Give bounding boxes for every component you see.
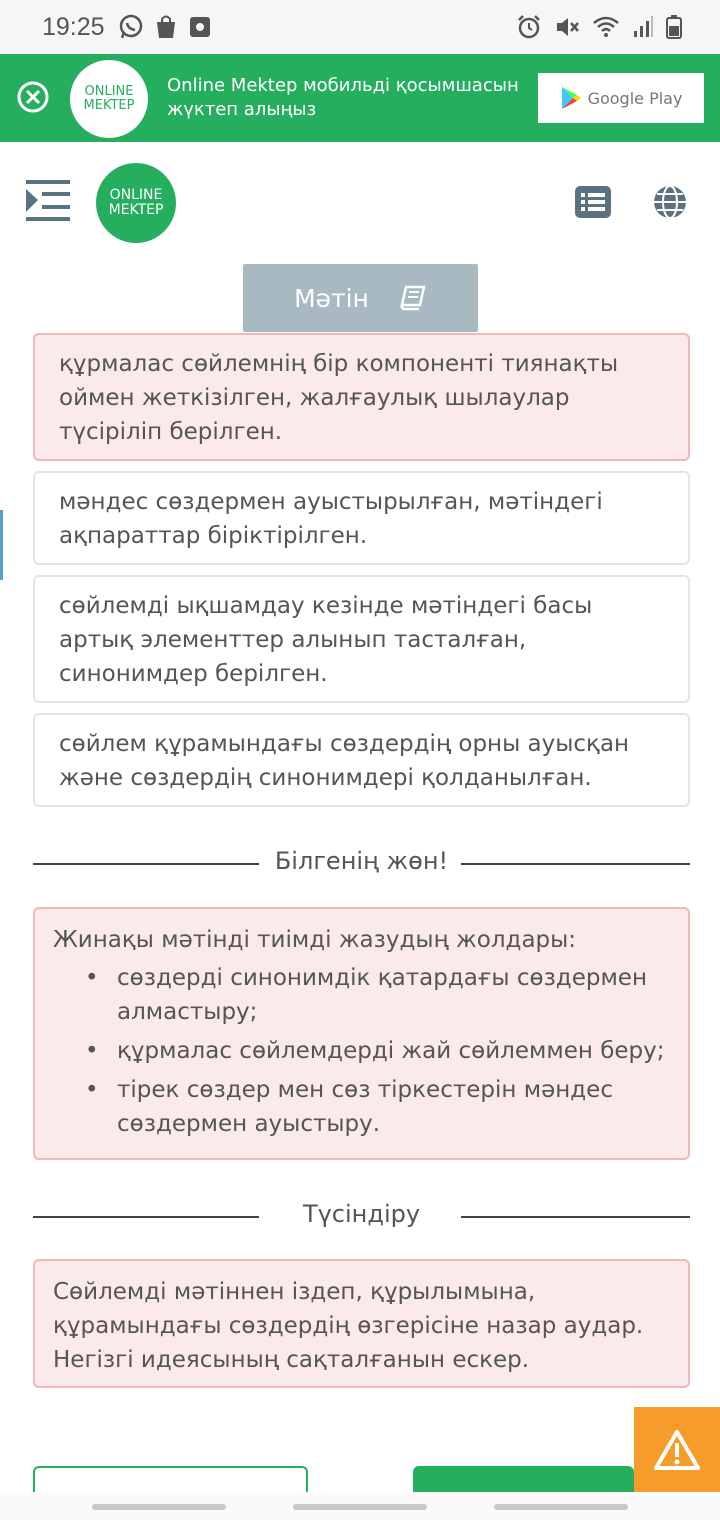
section-divider-know [33, 843, 690, 883]
alarm-icon [516, 14, 542, 40]
nav-recent[interactable] [92, 1504, 226, 1510]
tips-box [33, 907, 690, 1160]
signal-icon [632, 14, 654, 40]
section-divider-explain [33, 1196, 690, 1236]
square-app-icon [188, 14, 212, 40]
google-play-label: Google Play [587, 88, 683, 108]
section-heading-explain: Түсіндіру [302, 1200, 421, 1228]
section-heading-know: Білгенің жөн! [274, 847, 449, 875]
list-item: • сөздерді синонимдік қатардағы сөздермен алмастыру; [85, 965, 647, 1025]
nav-back[interactable] [494, 1504, 628, 1510]
tips-list [35, 961, 688, 1158]
battery-icon [666, 14, 682, 40]
whatsapp-icon [118, 14, 144, 40]
status-time: 19:25 [42, 13, 105, 41]
wifi-icon [592, 14, 620, 40]
list-item: • тірек сөздер мен сөз тіркестерін мәндес сөздермен ауыстыру. [85, 1077, 613, 1137]
google-play-button[interactable] [538, 73, 704, 123]
app-header [0, 142, 720, 262]
online-mektep-logo: ONLINE MEKTEP [70, 60, 148, 138]
explanation-box [33, 1259, 690, 1388]
nav-home[interactable] [293, 1504, 427, 1510]
answer-option[interactable]: сөйлемді ықшамдау кезінде мәтіндегі басы артық элементтер алынып тасталған, синонимдер берілген. [33, 575, 690, 703]
banner-text: Online Mektep мобильді қосымшасын жүктеп алыңыз [167, 75, 519, 120]
book-icon [399, 285, 427, 311]
warning-icon [653, 1429, 701, 1471]
report-problem-button[interactable] [634, 1407, 720, 1493]
system-nav-bar [0, 1492, 720, 1520]
list-icon[interactable] [575, 186, 611, 218]
tab-text[interactable] [243, 264, 478, 332]
globe-icon[interactable] [652, 184, 688, 220]
menu-indent-icon[interactable] [26, 180, 72, 222]
explanation-text: Сөйлемді мәтіннен іздеп, құрылымына, құрамындағы сөздердің өзгерісіне назар аудар. Негізгі идеясының сақталғанын ескер. [53, 1279, 644, 1373]
scroll-indicator [0, 510, 3, 580]
tab-text-label: Мәтін [294, 283, 369, 313]
answer-option-wrong[interactable]: құрмалас сөйлемнің бір компоненті тиянақты оймен жеткізілген, жалғаулық шылаулар түсіріліп берілген. [33, 333, 690, 461]
answer-option[interactable]: мәндес сөздермен ауыстырылған, мәтіндегі ақпараттар біріктірілген. [33, 471, 690, 565]
google-play-icon [560, 86, 582, 110]
app-promo-banner [0, 54, 720, 142]
mute-icon [554, 14, 580, 40]
close-icon[interactable] [16, 80, 50, 114]
answer-option[interactable]: сөйлем құрамындағы сөздердің орны ауысқан және сөздердің синонимдері қолданылған. [33, 713, 690, 807]
list-item: • құрмалас сөйлемдерді жай сөйлеммен беру; [85, 1038, 665, 1064]
online-mektep-logo[interactable]: ONLINE MEKTEP [96, 163, 176, 243]
tips-title: Жинақы мәтінді тиімді жазудың жолдары: [53, 927, 577, 953]
status-bar [0, 0, 720, 54]
shopping-bag-icon [154, 14, 178, 40]
